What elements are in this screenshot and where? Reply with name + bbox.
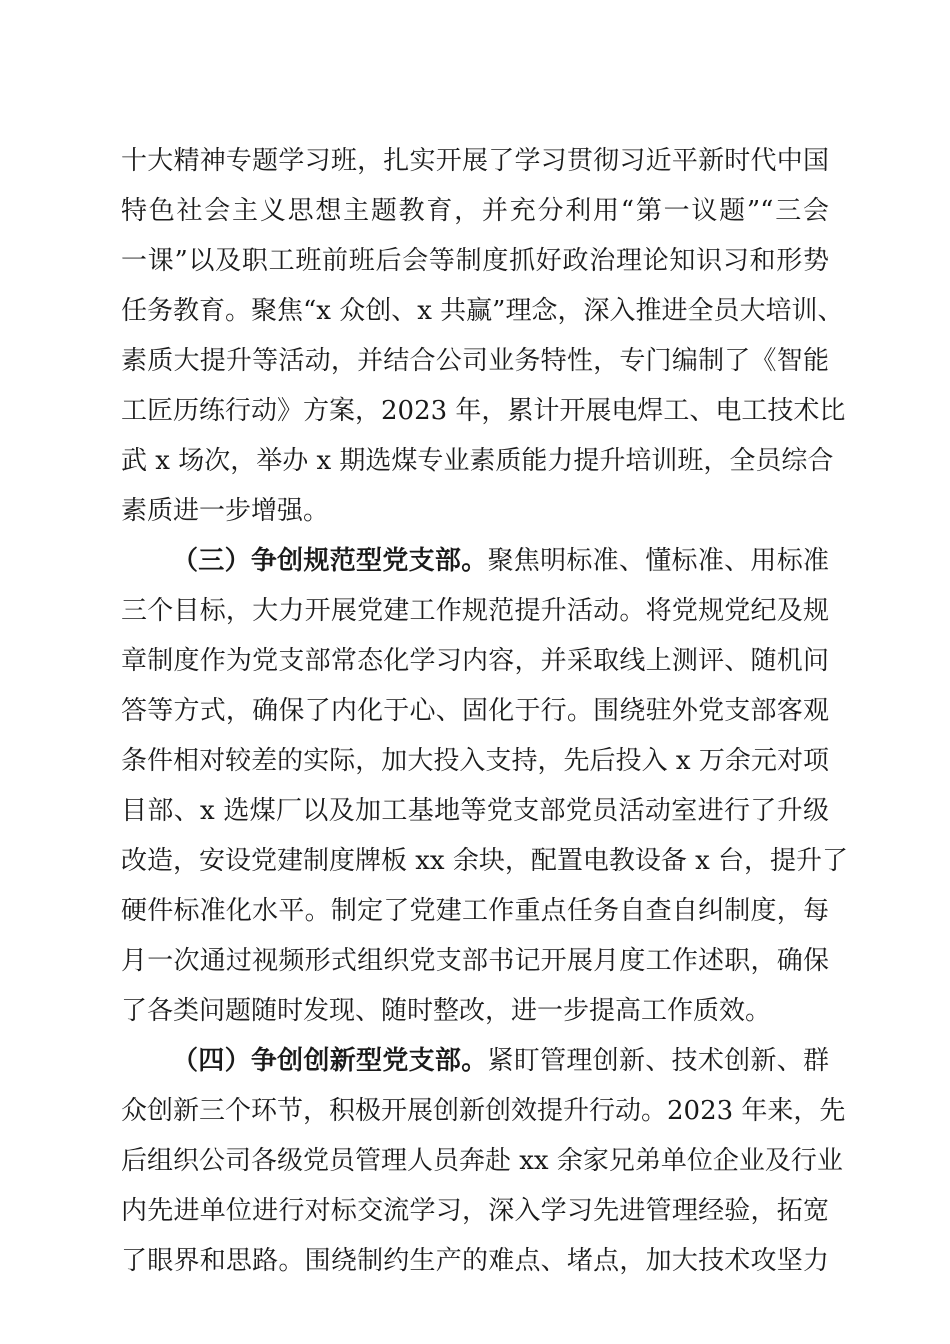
paragraph-line: 月一次通过视频形式组织党支部书记开展月度工作述职，确保 <box>121 946 829 976</box>
paragraph-line: 一课”以及职工班前班后会等制度抓好政治理论知识习和形势 <box>121 246 829 276</box>
paragraph-line: 答等方式，确保了内化于心、固化于行。围绕驻外党支部客观 <box>121 696 829 726</box>
paragraph-line: 内先进单位进行对标交流学习，深入学习先进管理经验，拓宽 <box>121 1196 829 1226</box>
section-4-heading: （四）争创创新型党支部。 <box>172 1046 488 1076</box>
paragraph-line: 工匠历练行动》方案，2023 年，累计开展电焊工、电工技术比 <box>121 396 846 426</box>
paragraph-line: 素质大提升等活动，并结合公司业务特性，专门编制了《智能 <box>121 346 829 376</box>
paragraph-line: 任务教育。聚焦“x 众创、x 共赢”理念，深入推进全员大培训、 <box>121 296 844 326</box>
paragraph-line: 改造，安设党建制度牌板 xx 余块，配置电教设备 x 台，提升了 <box>121 846 849 876</box>
paragraph-line: 武 x 场次，举办 x 期选煤专业素质能力提升培训班，全员综合 <box>121 446 834 476</box>
paragraph-line: 目部、x 选煤厂以及加工基地等党支部党员活动室进行了升级 <box>121 796 829 826</box>
section-4-first-line-text: 紧盯管理创新、技术创新、群 <box>487 1046 829 1076</box>
section-3-first-line-text: 聚焦明标准、懂标准、用标准 <box>487 546 829 576</box>
section-3-heading: （三）争创规范型党支部。 <box>172 546 488 576</box>
paragraph-line: 后组织公司各级党员管理人员奔赴 xx 余家兄弟单位企业及行业 <box>121 1146 843 1176</box>
paragraph-line: 特色社会主义思想主题教育，并充分利用“第一议题”“三会 <box>121 196 829 226</box>
paragraph-line: 了眼界和思路。围绕制约生产的难点、堵点，加大技术攻坚力 <box>121 1246 829 1276</box>
paragraph-line: 素质进一步增强。 <box>121 496 330 526</box>
paragraph-line: 十大精神专题学习班，扎实开展了学习贯彻习近平新时代中国 <box>121 146 829 176</box>
paragraph-line: 条件相对较差的实际，加大投入支持，先后投入 x 万余元对项 <box>121 746 829 776</box>
paragraph-line: 三个目标，大力开展党建工作规范提升活动。将党规党纪及规 <box>121 596 829 626</box>
paragraph-line: 了各类问题随时发现、随时整改，进一步提高工作质效。 <box>121 996 772 1026</box>
section-3-first-line <box>172 541 829 581</box>
paragraph-line: 章制度作为党支部常态化学习内容，并采取线上测评、随机问 <box>121 646 829 676</box>
paragraph-line: 众创新三个环节，积极开展创新创效提升行动。2023 年来，先 <box>121 1096 846 1126</box>
section-4-first-line <box>172 1041 829 1081</box>
paragraph-line: 硬件标准化水平。制定了党建工作重点任务自查自纠制度，每 <box>121 896 829 926</box>
